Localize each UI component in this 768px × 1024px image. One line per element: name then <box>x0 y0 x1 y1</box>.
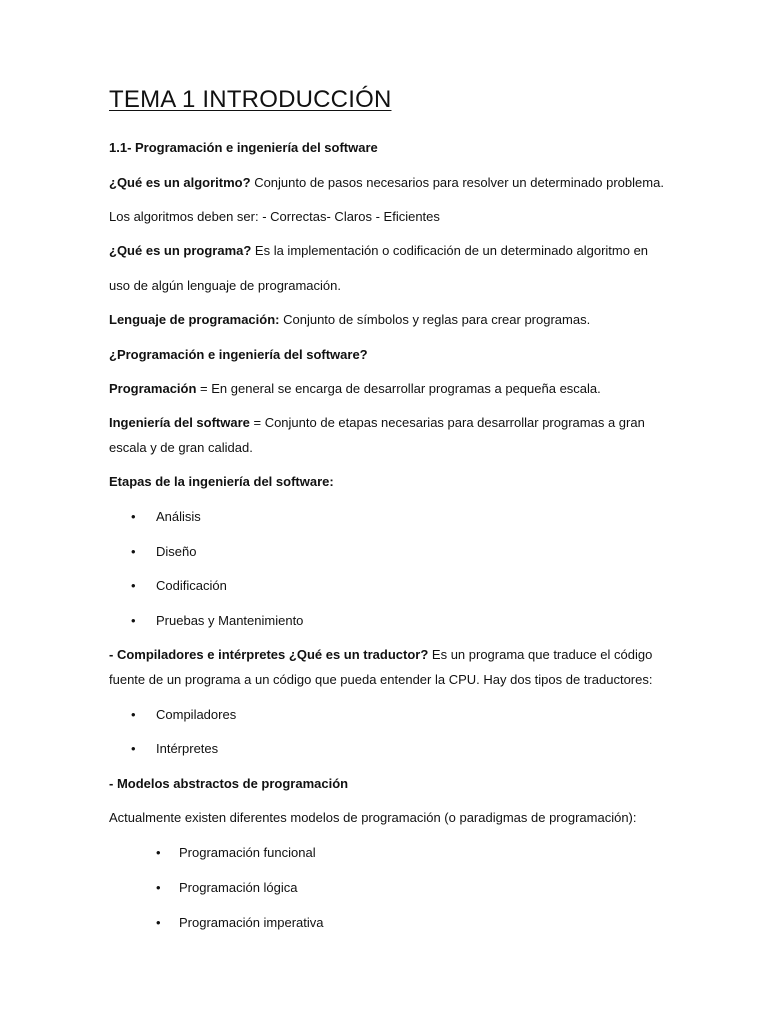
software-engineering-definition: = Conjunto de etapas necesarias para desarrollar programas a gran <box>249 415 645 430</box>
language-definition: Conjunto de símbolos y reglas para crear programas. <box>279 312 591 327</box>
bullet-dot: • <box>131 544 136 559</box>
bullet-dot: • <box>131 613 136 628</box>
software-engineering-term: Ingeniería del software <box>109 415 250 430</box>
programming-vs-engineering-question: ¿Programación e ingeniería del software? <box>109 347 368 362</box>
models-intro: Actualmente existen diferentes modelos de programación (o paradigmas de programación): <box>109 810 637 825</box>
bullet-dot: • <box>131 741 136 756</box>
model-item-imperative: Programación imperativa <box>179 915 324 930</box>
translator-item-compilers: Compiladores <box>156 707 237 722</box>
program-question: ¿Qué es un programa? <box>109 243 252 258</box>
translator-answer-continued: fuente de un programa a un código que pueda entender la CPU. Hay dos tipos de traductores: <box>109 672 653 687</box>
stage-item-testing: Pruebas y Mantenimiento <box>156 613 304 628</box>
model-item-logic: Programación lógica <box>179 880 298 895</box>
bullet-dot: • <box>131 509 136 524</box>
language-term: Lenguaje de programación: <box>109 312 280 327</box>
compilers-heading: - Compiladores e intérpretes <box>109 647 286 662</box>
bullet-dot: • <box>156 880 161 895</box>
bullet-dot: • <box>131 578 136 593</box>
bullet-dot: • <box>156 845 161 860</box>
program-paragraph <box>109 242 648 259</box>
section-heading: 1.1- Programación e ingeniería del software <box>109 140 378 155</box>
programming-term: Programación <box>109 381 197 396</box>
programming-paragraph <box>109 380 601 397</box>
program-answer: Es la implementación o codificación de un determinado algoritmo en <box>251 243 649 258</box>
algorithm-question: ¿Qué es un algoritmo? <box>109 175 251 190</box>
stage-item-analysis: Análisis <box>156 509 201 524</box>
program-answer-continued: uso de algún lenguaje de programación. <box>109 278 342 293</box>
translator-question: ¿Qué es un traductor? <box>285 647 429 662</box>
stage-item-design: Diseño <box>156 544 197 559</box>
algorithm-paragraph <box>109 174 664 191</box>
software-engineering-paragraph <box>109 414 645 431</box>
algorithm-requirements: Los algoritmos deben ser: - Correctas- Claros - Eficientes <box>109 209 440 224</box>
compilers-paragraph <box>109 646 652 663</box>
translator-item-interpreters: Intérpretes <box>156 741 219 756</box>
language-paragraph <box>109 311 590 328</box>
models-heading: - Modelos abstractos de programación <box>109 776 349 791</box>
programming-definition: = En general se encarga de desarrollar programas a pequeña escala. <box>196 381 601 396</box>
bullet-dot: • <box>131 707 136 722</box>
algorithm-answer: Conjunto de pasos necesarios para resolver un determinado problema. <box>250 175 664 190</box>
bullet-dot: • <box>156 915 161 930</box>
software-engineering-definition-continued: escala y de gran calidad. <box>109 440 253 455</box>
stage-item-coding: Codificación <box>156 578 227 593</box>
model-item-functional: Programación funcional <box>179 845 316 860</box>
stages-heading: Etapas de la ingeniería del software: <box>109 474 334 489</box>
translator-answer: Es un programa que traduce el código <box>428 647 653 662</box>
page-title: TEMA 1 INTRODUCCIÓN <box>109 86 392 113</box>
